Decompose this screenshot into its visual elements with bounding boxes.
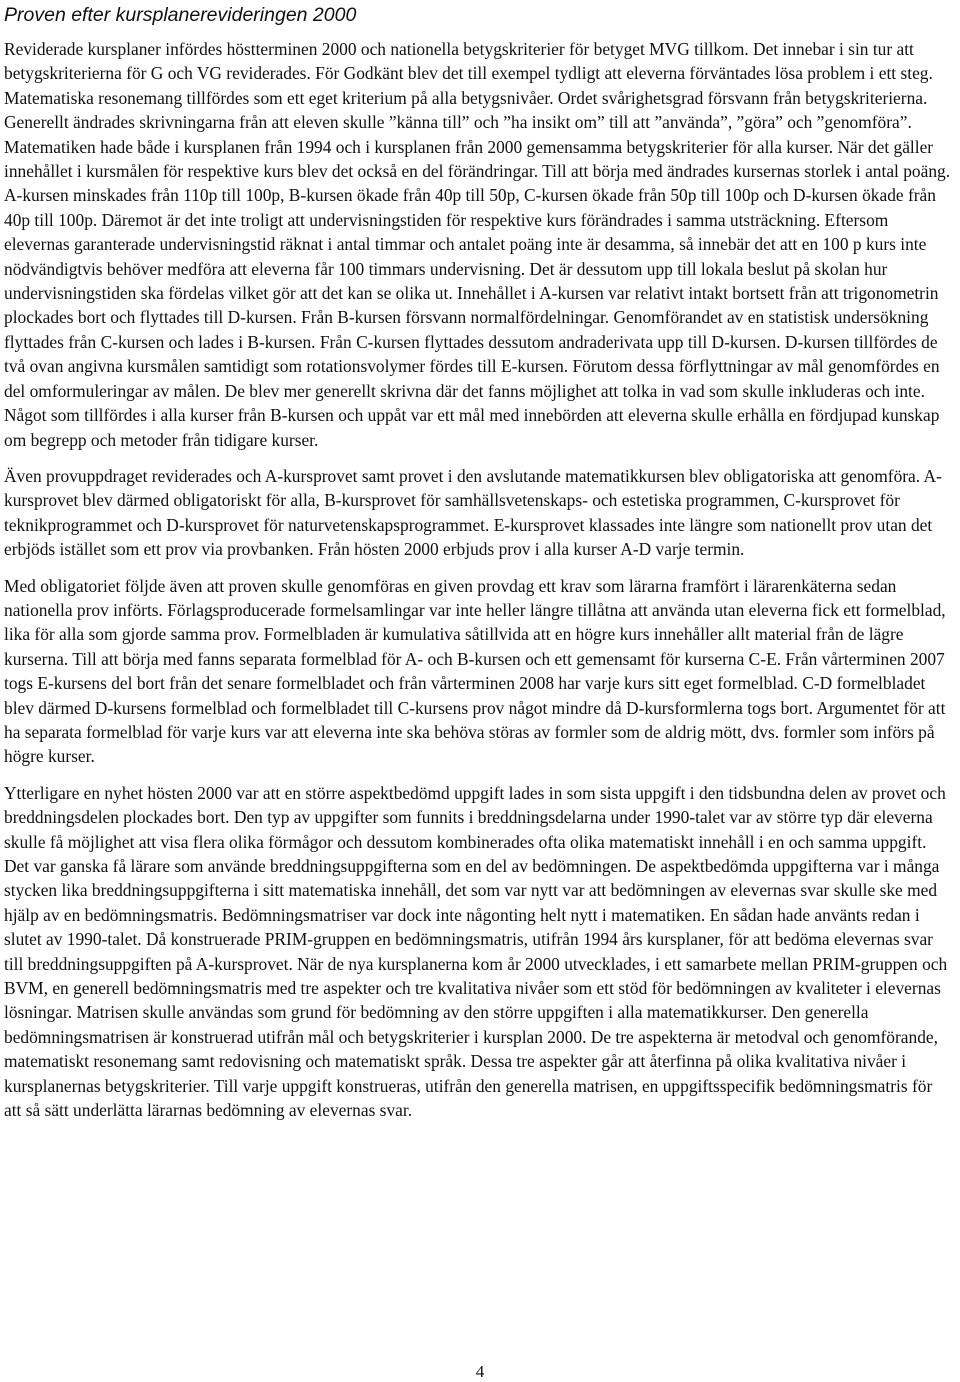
paragraph-bedomningsmatris: Ytterligare en nyhet hösten 2000 var att en större aspektbedömd uppgift lades in som sista uppgift i den tidsbundna delen av provet och breddningsdelen plockades bort. Den typ av uppgifter som funnits i breddningsdelarna under 1990-talet var av större typ där eleverna skulle få möjlighet att visa flera olika förmågor och dessutom kombinerades ofta olika matematiskt innehåll i en och samma uppgift. Det var ganska få lärare som använde breddningsuppgifterna som en del av bedömningen. De aspektbedömda uppgifterna var i många stycken lika breddningsuppgifterna i sitt matematiska innehåll, det som var nytt var att bedömningen av elevernas svar skulle ske med hjälp av en bedömningsmatris. Bedömningsmatriser var dock inte någonting helt nytt i matematiken. En sådan hade använts redan i slutet av 1990-talet. Då konstruerade PRIM-gruppen en bedömningsmatris, utifrån 1994 års kursplaner, för att bedöma elevernas svar till breddningsuppgiften på A-kursprovet. När de nya kursplanerna kom år 2000 utvecklades, i ett samarbete mellan PRIM-gruppen och BVM, en generell bedömningsmatris med tre aspekter och tre kvalitativa nivåer som ett stöd för bedömningen av kvaliteter i elevernas lösningar. Matrisen skulle användas som grund för bedömning av den större uppgiften i alla matematikkurser. Den generella bedömningsmatrisen är konstruerad utifrån mål och betygskriterier i kursplan 2000. De tre aspekterna är metodval och genomförande, matematiskt resonemang samt redovisning och matematiskt språk. Dessa tre aspekter går att återfinna på olika kvalitativa nivåer i kursplanernas betygskriterier. Till varje uppgift konstrueras, utifrån den generella matrisen, en uppgiftsspecifik bedömningsmatris för att så sätt underlätta lärarnas bedömning av elevernas svar.: [4, 782, 948, 1121]
paragraph-provuppdrag: Även provuppdraget reviderades och A-kursprovet samt provet i den avslutande matematikkursen blev obligatoriska att genomföra. A-kursprovet blev därmed obligatoriskt för alla, B-kursprovet för samhällsvetenskaps- och estetiska programmen, C-kursprovet för teknikprogrammet och D-kursprovet för naturvetenskapsprogrammet. E-kursprovet klassades inte längre som nationellt prov utan det erbjöds istället som ett prov via provbanken. Från hösten 2000 erbjuds prov i alla kurser A-D varje termin.: [4, 465, 942, 560]
section-heading: Proven efter kursplanerevideringen 2000: [4, 4, 357, 26]
document-page: [4, 0, 952, 1122]
page-number: 4: [475, 1362, 485, 1381]
paragraph-kursplaner: Reviderade kursplaner infördes höstterminen 2000 och nationella betygskriterier för betyget MVG tillkom. Det innebar i sin tur att betygskriterierna för G och VG reviderades. För Godkänt blev det till exempel tydligt att eleverna förväntades lösa problem i ett steg. Matematiska resonemang tillfördes som ett eget kriterium på alla betygsnivåer. Ordet svårighetsgrad försvann från betygskriterierna. Generellt ändrades skrivningarna från att eleven skulle ”känna till” och ”ha insikt om” till att ”använda”, ”göra” och ”genomföra”. Matematiken hade både i kursplanen från 1994 och i kursplanen från 2000 gemensamma betygskriterier för alla kurser. När det gäller innehållet i kursmålen för respektive kurs blev det också en del förändringar. Till att börja med ändrades kursernas storlek i antal poäng. A-kursen minskades från 110p till 100p, B-kursen ökade från 40p till 50p, C-kursen ökade från 50p till 100p och D-kursen ökade från 40p till 100p. Däremot är det inte troligt att undervisningstiden för respektive kurs förändrades i samma utsträckning. Eftersom elevernas garanterade undervisningstid räknat i antal timmar och antalet poäng inte är desamma, så innebär det att en 100 p kurs inte nödvändigtvis behöver medföra att eleverna får 100 timmars undervisning. Det är dessutom upp till lokala beslut på skolan hur undervisningstiden ska fördelas vilket gör att det kan se olika ut. Innehållet i A-kursen var relativt intakt bortsett från att trigonometrin plockades bort och flyttades till D-kursen. Från B-kursen försvann normalfördelningar. Genomförandet av en statistisk undersökning flyttades från C-kursen och lades i B-kursen. Från C-kursen flyttades dessutom andraderivata upp till D-kursen. D-kursen tillfördes de två ovan angivna kursmålen samtidigt som rotationsvolymer fördes till E-kursen. Förutom dessa förflyttningar av mål genomfördes en del omformuleringar av målen. De blev mer generellt skrivna där det fanns möjlighet att tolka in vad som skulle inkluderas och inte. Något som tillfördes i alla kurser från B-kursen och uppåt var ett mål med innebörden att eleverna skulle erhålla en fördjupad kunskap om begrepp och metoder från tidigare kurser.: [4, 39, 951, 450]
paragraph-formelblad: Med obligatoriet följde även att proven skulle genomföras en given provdag ett krav som lärarna framfört i lärarenkäterna sedan nationella prov införts. Förlagsproducerade formelsamlingar var inte heller längre tillåtna att använda utan eleverna fick ett formelblad, lika för alla som gjorde samma prov. Formelbladen är kumulativa såtillvida att en högre kurs innehåller allt material från de lägre kurserna. Till att börja med fanns separata formelblad för A- och B-kursen och ett gemensamt för kurserna C-E. Från vårterminen 2007 togs E-kursens del bort från det senare formelbladet och från vårterminen 2008 har varje kurs sitt eget formelblad. C-D formelbladet blev därmed D-kursens formelblad och formelbladet till C-kursens prov något mindre då D-kursformlerna togs bort. Argumentet för att ha separata formelblad för varje kurs var att eleverna inte ska behöva störas av formler som de aldrig mött, dvs. formler som införs på högre kurser.: [4, 575, 946, 767]
